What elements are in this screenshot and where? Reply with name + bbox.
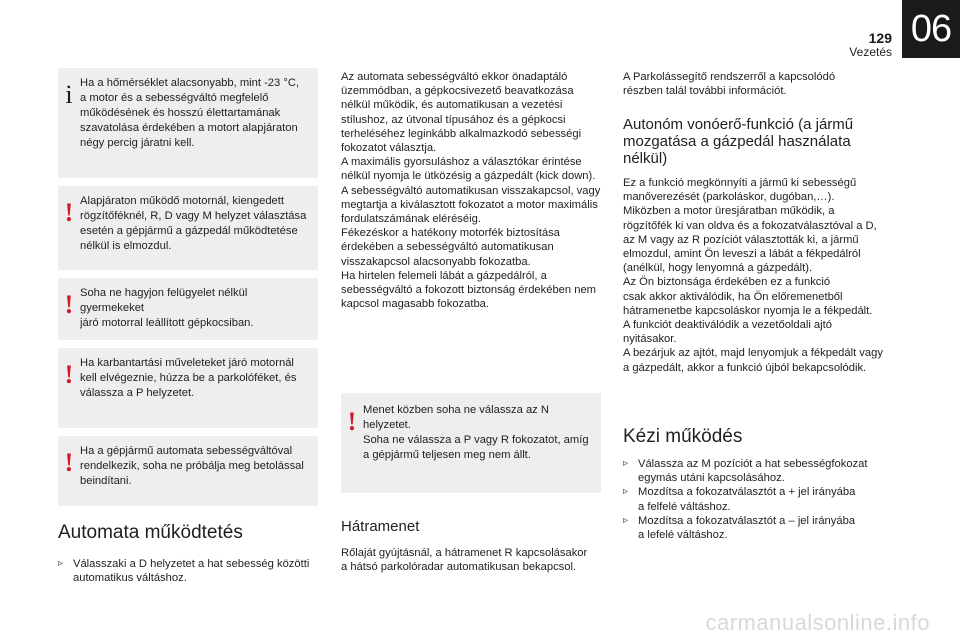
text-line: manőverezését (parkoláskor, dugóban,…). (623, 191, 835, 204)
reverse-description (341, 546, 603, 574)
text-line: sebességváltó a fokozott biztonság érdekében nem (341, 284, 596, 297)
bullet-arrow-icon: ▹ (623, 514, 629, 526)
autonomous-description (623, 176, 899, 375)
heading-line: Autonóm vonóerő-funkció (a jármű (623, 116, 854, 133)
page-number: 129 (868, 30, 892, 46)
note-line: Ha a gépjármű automata sebességváltóval (80, 445, 293, 457)
note-line: nélkül is elmozdul. (80, 240, 172, 252)
text-line: A Parkolássegítő rendszerről a kapcsolódó (623, 71, 836, 83)
note-line: beindítani. (80, 475, 132, 487)
bullet-line: Mozdítsa a fokozatválasztót a – jel irányába (638, 514, 856, 527)
note-line: rögzítőféknél, R, D vagy M helyzet választása (80, 210, 307, 222)
warning-icon: ! (64, 290, 74, 319)
note-line: működésének és hosszú élettartamának (80, 107, 281, 119)
bullet-line: a felfelé váltáshoz. (638, 500, 731, 513)
warning-icon: ! (347, 407, 357, 436)
note-warning-idle (58, 186, 318, 270)
text-line: Ha hirtelen felemeli lábát a gázpedálról, a (341, 269, 547, 282)
heading-autonomous-traction (623, 116, 903, 167)
chapter-tab: 06 (902, 0, 960, 58)
note-line: válassza a P helyzetet. (80, 387, 195, 399)
note-line: négy percig járatni kell. (80, 137, 195, 149)
automatic-description (341, 70, 603, 311)
note-line: Soha ne hagyjon felügyelet nélkül gyermekeket (80, 287, 248, 314)
warning-icon: ! (64, 360, 74, 389)
heading-line: nélkül) (623, 150, 668, 167)
text-line: terheléséhez leginkább alkalmazkodó sebességi (341, 127, 582, 140)
text-line: a gázpedált, akkor a funkció újból bekapcsolódik. (623, 361, 867, 374)
list-item (623, 485, 899, 513)
bullet-line: automatikus váltáshoz. (73, 572, 187, 585)
note-line: a gépjármű teljesen meg nem állt. (363, 449, 531, 461)
note-line: helyzetet. (363, 419, 411, 431)
text-line: elmozdul, amint Ön leveszi a lábát a fékpedálról (623, 248, 861, 261)
note-line: Ha karbantartási műveleteket járó motornál (80, 357, 294, 369)
text-line: Fékezéskor a hatékony motorfék biztosítása (341, 227, 560, 240)
note-line: szavatolása érdekében a motort alapjáraton (80, 122, 298, 134)
bullet-line: Válasszaki a D helyzetet a hat sebesség közötti (73, 558, 310, 570)
note-warning-maintenance (58, 348, 318, 428)
note-line: Ha a hőmérséklet alacsonyabb, mint -23 °C, (80, 77, 300, 89)
bullet-arrow-icon: ▹ (623, 458, 629, 469)
text-line: rögzítőfék ki van oldva és a fokozatválasztóval a D, (623, 219, 877, 232)
text-line: részben talál további információt. (623, 85, 787, 98)
text-line: A bezárjuk az ajtót, majd lenyomjuk a fékpedált vagy (623, 347, 883, 360)
note-line: rendelkezik, soha ne próbálja meg betolással (80, 460, 304, 472)
note-line: kell elvégeznie, húzza be a parkolóféket, és (80, 372, 297, 384)
text-line: fokozatot választja. (341, 142, 437, 155)
watermark: carmanualsonline.info (705, 610, 930, 635)
heading-line: mozgatása a gázpedál használata (623, 133, 851, 150)
text-line: (anélkül, hogy lenyomná a gázpedált). (623, 262, 813, 275)
text-line: Ez a funkció megkönnyíti a jármű ki sebességű (623, 177, 857, 189)
note-warning-children (58, 278, 318, 340)
text-line: nélkül nyomja le ütközésig a gázpedált (kick down). (341, 170, 596, 183)
note-line: a motor és a sebességváltó megfelelő (80, 92, 269, 104)
bullet-automatic (58, 557, 328, 585)
note-warning-push-start (58, 436, 318, 506)
text-line: Miközben a motor üresjáratban működik, a (623, 205, 835, 218)
text-line: A funkciót deaktiválódik a vezetőoldali ajtó (623, 319, 832, 332)
text-line: fordulatszámának eléréséig. (341, 213, 481, 226)
list-item (623, 514, 899, 542)
info-icon: i (65, 80, 73, 109)
list-item (623, 457, 899, 485)
text-line: stílushoz, az útvonal típusához és a gépkocsi (341, 113, 566, 126)
text-line: nélkül működik, és automatikusan a vezetési (341, 99, 563, 112)
warning-icon: ! (64, 198, 74, 227)
note-line: Alapjáraton működő motornál, kiengedett (80, 195, 284, 207)
note-line: járó motorral leállított gépkocsiban. (80, 317, 254, 329)
bullet-line: Válassza az M pozíciót a hat sebességfokozat (638, 458, 868, 470)
text-line: Rőlaját gyújtásnál, a hátramenet R kapcsolásakor (341, 547, 588, 559)
text-line: megtartja a kiválasztott fokozatot a motor maximális (341, 198, 598, 211)
text-line: az M vagy az R pozíciót választották ki, a jármű (623, 233, 859, 246)
note-warning-driving (341, 393, 601, 493)
text-line: Az automata sebességváltó ekkor önadaptáló (341, 71, 568, 83)
note-info-temperature (58, 68, 318, 178)
text-line: érdekében a sebességváltó automatikusan (341, 241, 554, 254)
bullet-arrow-icon: ▹ (623, 486, 629, 498)
warning-icon: ! (64, 448, 74, 477)
manual-bullets (623, 457, 899, 542)
bullet-arrow-icon: ▹ (58, 558, 64, 569)
text-line: Az Ön biztonsága érdekében ez a funkció (623, 276, 831, 289)
heading-automatic-mode: Automata működtetés (58, 522, 243, 543)
text-line: nyitásakor. (623, 333, 677, 346)
bullet-line: a lefelé váltáshoz. (638, 529, 728, 542)
text-line: üzemmódban, a gépkocsivezető beavatkozása (341, 85, 574, 98)
bullet-line: Mozdítsa a fokozatválasztót a + jel irányába (638, 486, 856, 499)
section-title: Vezetés (849, 45, 892, 59)
text-line: visszakapcsol alacsonyabb fokozatba. (341, 255, 531, 268)
text-line: csak akkor aktiválódik, ha Ön előremenetből (623, 290, 843, 303)
park-assist-reference (623, 70, 893, 98)
note-line: Soha ne válassza a P vagy R fokozatot, amíg (363, 434, 589, 446)
note-line: Menet közben soha ne válassza az N (363, 404, 549, 416)
bullet-line: egymás utáni kapcsolásához. (638, 472, 785, 485)
text-line: a hátsó parkolóradar automatikusan bekapcsol. (341, 561, 577, 574)
text-line: A sebességváltó automatikusan visszakapcsol, vagy (341, 184, 601, 197)
heading-reverse: Hátramenet (341, 518, 420, 535)
text-line: kapcsol magasabb fokozatba. (341, 298, 490, 311)
note-line: esetén a gépjármű a gázpedál működtetése (80, 225, 298, 237)
text-line: A maximális gyorsuláshoz a választókar érintése (341, 156, 582, 169)
heading-manual-mode: Kézi működés (623, 426, 743, 447)
text-line: hátramenetbe kapcsoláskor nyomja le a fékpedált. (623, 304, 873, 317)
